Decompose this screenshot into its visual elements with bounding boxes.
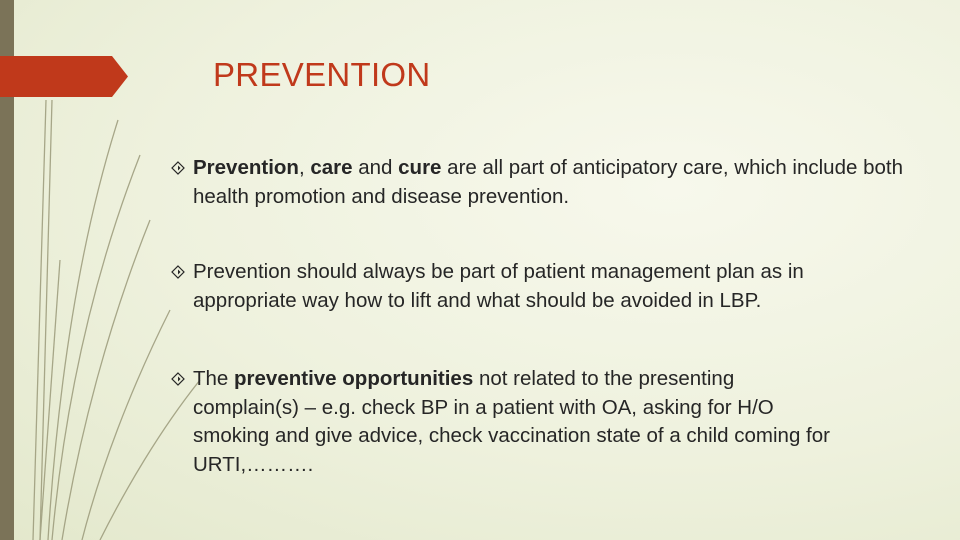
bullet-text — [193, 156, 903, 208]
diamond-bullet-icon — [171, 161, 185, 175]
bullet-bold-term: Prevention — [193, 156, 299, 179]
bullet-bold-term: preventive opportunities — [234, 367, 474, 390]
bullet-text-run: The — [193, 367, 235, 390]
bullet-text-run: Prevention should always be part of patient management plan as in appropriate way how to lift and what should be avoided in LBP. — [193, 260, 804, 312]
diamond-bullet-icon — [171, 372, 185, 386]
bullet-text — [193, 365, 833, 479]
bullet-item — [170, 154, 910, 211]
title-accent-tab — [0, 56, 128, 97]
bullet-text-run: , — [298, 156, 311, 179]
bullet-item — [170, 258, 910, 315]
bullet-item — [170, 365, 910, 479]
bullet-bold-term: care — [310, 156, 353, 179]
bullet-list — [170, 154, 910, 479]
bullet-text — [193, 260, 804, 312]
bullet-bold-term: cure — [398, 156, 442, 179]
diamond-bullet-icon — [171, 265, 185, 279]
bullet-text-run: and — [352, 156, 399, 179]
slide-title: PREVENTION — [213, 56, 431, 93]
bullet-text-run: not related to the presenting complain(s) – e.g. check BP in a patient with OA, asking for H/O smoking and give advice, check vaccination state of a child coming for URTI,………. — [193, 367, 830, 476]
bullet-text-run: are all part of anticipatory care, which include both health promotion and disease prevention. — [193, 156, 903, 208]
